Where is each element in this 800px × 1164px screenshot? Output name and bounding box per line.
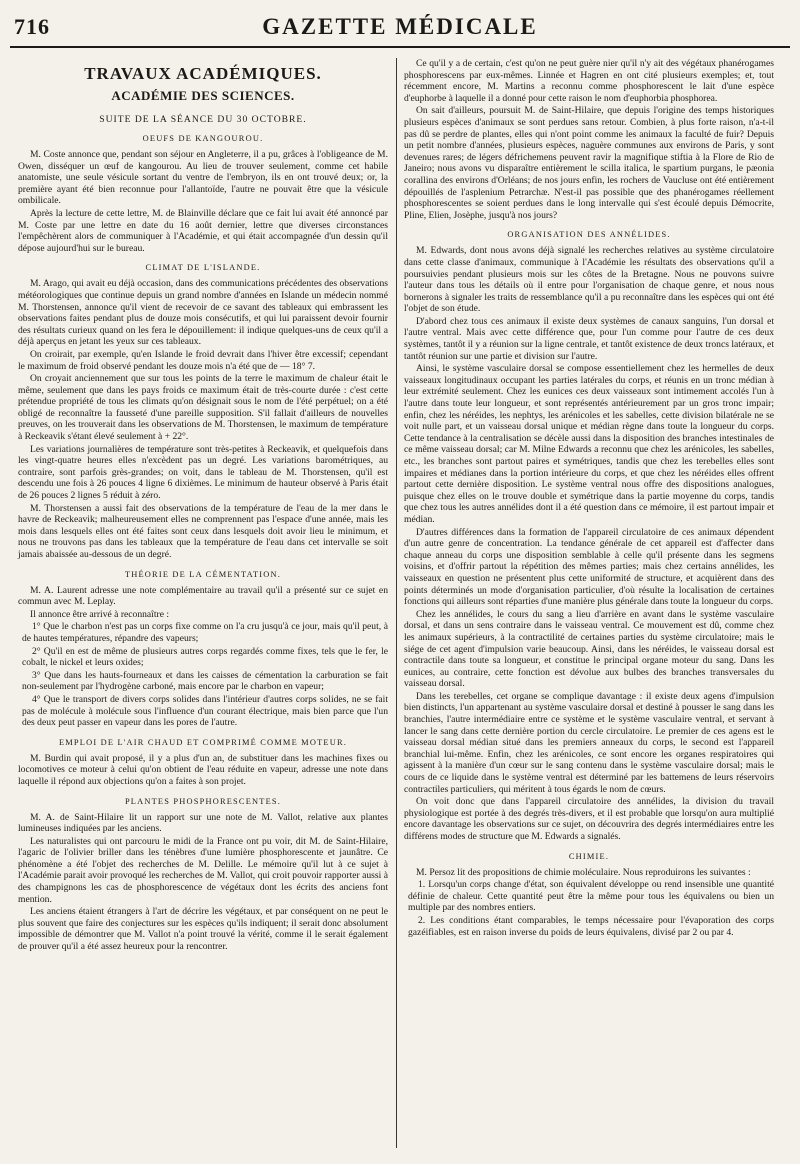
masthead — [10, 6, 790, 48]
page-number: 716 — [14, 14, 50, 39]
paragraph: Dans les terebelles, cet organe se complique davantage : il existe deux agens d'impulsion bien distincts, l'un appartenant au système vasculaire dorsal et destiné à pousser le sang dans les branchies, l'autre intermédiaire entre ce système et le système vasculaire ventral, et servant à lancer le sang dans cette dernière portion du cercle circulatoire. Le premier de ces agens est le vaisseau dorsal médian situé dans les premiers anneaux du corps, le second est l'appareil branchial lui-même. Enfin, chez les arénicoles, ce sont encore les organes respiratoires qui agissent à la manière d'un cœur sur le sang contenu dans le système vasculaire dorsal; mais le cours de ce liquide dans le système ventral est déterminé par les battemens de leurs réservoirs contractiles particuliers, qui méritent à tous égards le nom de cœurs. — [404, 690, 774, 795]
paragraph: Les anciens étaient étrangers à l'art de décrire les végétaux, et par conséquent on ne peut le plus souvent que faire des conjectures sur les espèces qu'ils indiquent; il serait donc absolument impossible de démontrer que M. Vallot n'a point trouvé la vérité, comme il le serait également de prouver qu'il a été assez heureux pour la rencontrer. — [18, 906, 388, 953]
cementation-heading: THÉORIE DE LA CÉMENTATION. — [124, 569, 282, 579]
paragraph: On croirait, par exemple, qu'en Islande le froid devrait dans l'hiver être excessif; cependant le maximum de froid observé pendant les douze mois n'a été que de — 18° 7. — [18, 348, 388, 372]
kangourou-heading: OEUFS DE KANGOUROU. — [142, 134, 264, 143]
air-heading: EMPLOI DE L'AIR CHAUD ET COMPRIMÉ COMME MOTEUR. — [58, 737, 348, 747]
paragraph: M. Arago, qui avait eu déjà occasion, dans des communications précédentes des observations météorologiques que continue depuis un grand nombre d'années en Islande un médecin nommé M. Thorstensen, annonce qu'il vient de recevoir de ce savant des tableaux qui embrassent les observations faites pendant plus de douze mois consécutifs, et qui lui paraissent devoir fournir des résultats curieux quand on les fera le dépouillement: il indique quelques-uns de ceux qu'il a déjà aperçus en jetant les yeux sur ces tableaux. — [18, 278, 388, 348]
islande-heading: CLIMAT DE L'ISLANDE. — [145, 263, 261, 273]
list-item: 3° Que dans les hauts-fourneaux et dans les caisses de cémentation la carburation se fait non-seulement par l'hydrogène carboné, mais encore par le charbon en vapeur; — [22, 669, 388, 693]
list-item: 1° Que le charbon n'est pas un corps fixe comme on l'a cru jusqu'à ce jour, mais qu'il peut, à de hautes températures, répandre des vapeurs; — [22, 621, 388, 644]
paragraph: On sait d'ailleurs, poursuit M. de Saint-Hilaire, que depuis l'origine des temps historiques plusieurs espèces d'animaux se sont perdues sans retour. Combien, à plus forte raison, n'a-t-il pas dû se perdre de plantes, elles qui n'ont point comme les animaux la faculté de fuir? Depuis un petit nombre d'années, plusieurs espèces, naguère communes aux environs de Paris, y sont devenues rares; de légers défrichemens peuvent ravir la magnifique stiftia à la Flore de Rio de Janeiro; nous avons vu disparaître entièrement le scilla italica, le spartium purgans, le pæonia corallina des environs d'Orléans; de nos jours enfin, les rochers de Vaucluse ont été entièrement dépouillés de l'asplenium Petrarchæ. N'est-il pas possible que des phanérogames réellement phosphorescentes se soient perdues dans le long intervalle qui s'est écoulé depuis Démocrite, Pline, Elien, Josèphe, jusqu'à nos jours? — [404, 105, 774, 221]
chimie-heading: CHIMIE. — [568, 851, 610, 861]
paragraph: Ce qu'il y a de certain, c'est qu'on ne peut guère nier qu'il n'y ait des végétaux phanérogames phosphorescens par eux-mêmes. Linnée et Hagren en ont cité plusieurs exemples; et, tout récemment encore, M. Martins a reconnu comme phosphorescent le lait d'une espèce d'euphorbe à laquelle il a donné pour cette raison le nom d'euphorbia phosphorea. — [404, 58, 774, 104]
list-item: 4° Que le transport de divers corps solides dans l'intérieur d'autres corps solides, ne se fait pas de molécule à molécule sous l'influence d'un courant électrique, mais bien parce que l'un des deux peut passer en vapeur dans les pores de l'autre. — [22, 693, 388, 729]
paragraph: M. A. de Saint-Hilaire lit un rapport sur une note de M. Vallot, relative aux plantes lumineuses indiquées par les anciens. — [18, 811, 388, 835]
list-item: 2° Qu'il en est de même de plusieurs autres corps regardés comme fixes, tels que le fer, le cobalt, le nickel et leurs oxides; — [22, 645, 388, 669]
paragraph: Chez les annélides, le cours du sang a lieu d'arrière en avant dans le système vasculaire dorsal, et dans un sens contraire dans le vaisseau ventral. Ce mouvement est dû, comme chez les animaux supérieurs, à la contractilité de certaines parties du système circulatoire; mais le siége de cet agent d'impulsion varie beaucoup. Ainsi, dans les néréides, le vaisseau dorsal est contractile dans toute sa longueur, et constitue le principal organe moteur du sang. Dans les eunices, au contraire, cette fonction est dévolue aux bulbes des branches transversales du vaisseau dorsal. — [404, 608, 774, 690]
plantes-heading: PLANTES PHOSPHORESCENTES. — [124, 796, 282, 806]
academy-title: ACADÉMIE DES SCIENCES. — [111, 88, 295, 103]
column-rule — [396, 58, 397, 1148]
paragraph: On voit donc que dans l'appareil circulatoire des annélides, la division du travail physiologique est portée à des degrés très-divers, et il est probable que lorsqu'on aura multiplié encore davantage les observations sur ce sujet, on découvrira des degrés intermédiaires entre les différens modes de structure que M. Edwards a signalés. — [404, 796, 774, 842]
paragraph: M. Burdin qui avait proposé, il y a plus d'un an, de substituer dans les machines fixes ou locomotives ce moteur à celui qu'on obtient de l'eau réduite en vapeur, adresse une note dans laquelle il répond aux objections qu'on a faites à son projet. — [18, 752, 388, 787]
paragraph: M. Persoz lit des propositions de chimie moléculaire. Nous reproduirons les suivantes : — [416, 866, 751, 878]
paragraph: Les naturalistes qui ont parcouru le midi de la France ont pu voir, dit M. de Saint-Hilaire, l'agaric de l'olivier briller dans les ténèbres d'une lumière phosphorescente et jaunâtre. Ce phénomène a été l'objet des recherches de M. Delille. Le mémoire qu'il lut à ce sujet à l'Académie parait avoir provoqué les recherches de M. Vallot, qui croit pouvoir rapporter aussi à des champignons les cas de phosphorescence de végétaux dont les écrits des anciens font mention. — [18, 835, 388, 905]
right-column — [404, 58, 774, 939]
paragraph: D'autres différences dans la formation de l'appareil circulatoire de ces animaux dépendent d'un autre genre de concentration. La tendance générale de cet appareil est d'affecter dans chaque anneau du corps une disposition semblable à celle qu'il présente dans les segmens voisins, et d'offrir partout la répétition des mêmes parties; mais chez certains annélides, les vaisseaux en question ne présentent plus cette uniformité de structure, et acquièrent dans des points déterminés un mode d'organisation particulier, d'où résulte la localisation de certaines fonctions qui ailleurs sont réparties d'une manière plus générale dans toute la longueur du corps. — [404, 526, 774, 608]
annelides-heading: ORGANISATION DES ANNÉLIDES. — [507, 230, 671, 240]
paragraph: M. Thorstensen a aussi fait des observations de la température de l'eau de la mer dans le havre de Reckeavik; malheureusement elles ne comprennent pas l'espace d'une année, mais les mois dans lesquels elles ont été faites sont ceux dans lesquels doit avoir lieu le minimum, et nous ne trouvons pas dans les tableaux que la température de l'eau dans cet intervalle se soit jamais abaissée au-dessous de un degré. — [18, 502, 388, 560]
paragraph: M. A. Laurent adresse une note complémentaire au travail qu'il a présenté sur ce sujet en commun avec M. Leplay. — [18, 584, 388, 608]
paragraph: D'abord chez tous ces animaux il existe deux systèmes de canaux sanguins, l'un dorsal et l'autre ventral. Mais avec cette différence que, pour l'un comme pour l'autre de ces deux systèmes, tantôt il y a réunion sur la ligne centrale, et tantôt existence de deux troncs latéraux, et tantôt réunion sur une partie et division sur l'autre. — [404, 315, 774, 362]
journal-title: GAZETTE MÉDICALE — [262, 14, 538, 39]
left-column — [18, 58, 388, 954]
paragraph: Il annonce être arrivé à reconnaître : — [30, 608, 170, 620]
list-item: 2. Les conditions étant comparables, le temps nécessaire pour l'évaporation des corps gazéifiables, est en raison inverse du poids de leurs équivalens, divisé par 2 ou par 4. — [408, 914, 774, 938]
paragraph: Les variations journalières de température sont très-petites à Reckeavik, et quelquefois dans les vingt-quatre heures elles n'excèdent pas un degré. Les variations barométriques, au contraire, sont parfois grès-grandes; on voit, dans le tableau de M. Thorstensen, qu'il est descendu une fois à 26 pouces 4 ligne 6 dixièmes. Le minimum de hauteur observé à Paris était de 26 pouces 2 lignes 5 réduit à zéro. — [18, 443, 388, 502]
section-title: TRAVAUX ACADÉMIQUES. — [84, 64, 322, 83]
list-item: 1. Lorsqu'un corps change d'état, son équivalent développe ou rend insensible une quantité définie de chaleur. Cette quantité peut être la même pour tous les équivalens ou bien un multiple par des nombres entiers. — [408, 879, 774, 914]
paragraph: On croyait anciennement que sur tous les points de la terre le maximum de chaleur était le même, seulement que dans les pays froids ce maximum était de très-courte durée : c'est cette prétendue propriété de tous les climats qu'on désignait sous le nom de l'été perpétuel; on a été obligé de reconnaître la fausseté d'une pareille supposition. S'il fallait d'ailleurs de nouvelles preuves, on les trouverait dans les observations de M. Thorstensen, le maximum de température à Reckeavik s'étant élevé seulement à + 22°. — [18, 373, 388, 443]
paragraph: M. Edwards, dont nous avons déjà signalé les recherches relatives au système circulatoire dans cette classe d'animaux, communique à l'Académie les résultats des observations qu'il a poursuivies pendant plusieurs mois sur les côtes de la Bretagne. Nous ne pouvons suivre l'auteur dans tous les détails où il entre pour l'organisation de chaque genre, et nous nous bornerons à signaler les traits de ressemblance qu'il a pu reconnaître dans les espèces qui ont été l'objet de son étude. — [404, 245, 774, 315]
paragraph: M. Coste annonce que, pendant son séjour en Angleterre, il a pu, grâces à l'obligeance de M. Owen, disséquer un œuf de kangourou. Au lieu de trouver seulement, comme cet habile anatomiste, une seule vésicule sortant du ventre de l'embryon, ils en ont trouvé deux; or, la première ayant été bien reconnue pour l'allantoïde, l'autre ne pouvait être que la vésicule ombilicale. — [18, 149, 388, 207]
paragraph: Ainsi, le système vasculaire dorsal se compose essentiellement chez les hermelles de deux vaisseaux longitudinaux occupant les parties latérales du corps, et réunis en un tronc médian à leur extrémité seulement. Chez les eunices ces deux vaisseaux sont intimement accolés l'un à l'autre dans toute leur longueur, et sont représentés antérieurement par un gros tronc impair; enfin, chez les néréides, les nephtys, les arénicoles et les sabelles, cette division bilatérale ne se voit nulle part, et un vaisseau dorsal unique et médian règne dans toute la longueur du corps. Cette tendance à la centralisation se décèle aussi dans la disposition des branches intestinales de ce même vaisseau dorsal; car M. Milne Edwards a reconnu que chez les arénicoles, les sabelles, etc., les branches sont partout paires et symétriques, tandis que chez les terebelles elles sont impaires et médianes dans la portion intérieure du corps, et que chez les néréides elles offrent partout cette dernière disposition. Le système ventral nous offre des dispositions analogues, puisque chez elles on le trouve double et symétrique dans la partie moyenne du corps, tandis que chez tous les autres annélides dont il a été question dans ce mémoire, il est partout impair et médian. — [404, 363, 774, 525]
session-line: SUITE DE LA SÉANCE DU 30 OCTOBRE. — [99, 114, 307, 125]
paragraph: Après la lecture de cette lettre, M. de Blainville déclare que ce fait lui avait été annoncé par M. Coste par une lettre en date du 16 août dernier, lettre que diverses circonstances l'empêchèrent alors de communiquer à l'Académie, et qui était accompagnée d'un dessin qu'il dépose aujourd'hui sur le bureau. — [18, 207, 388, 254]
